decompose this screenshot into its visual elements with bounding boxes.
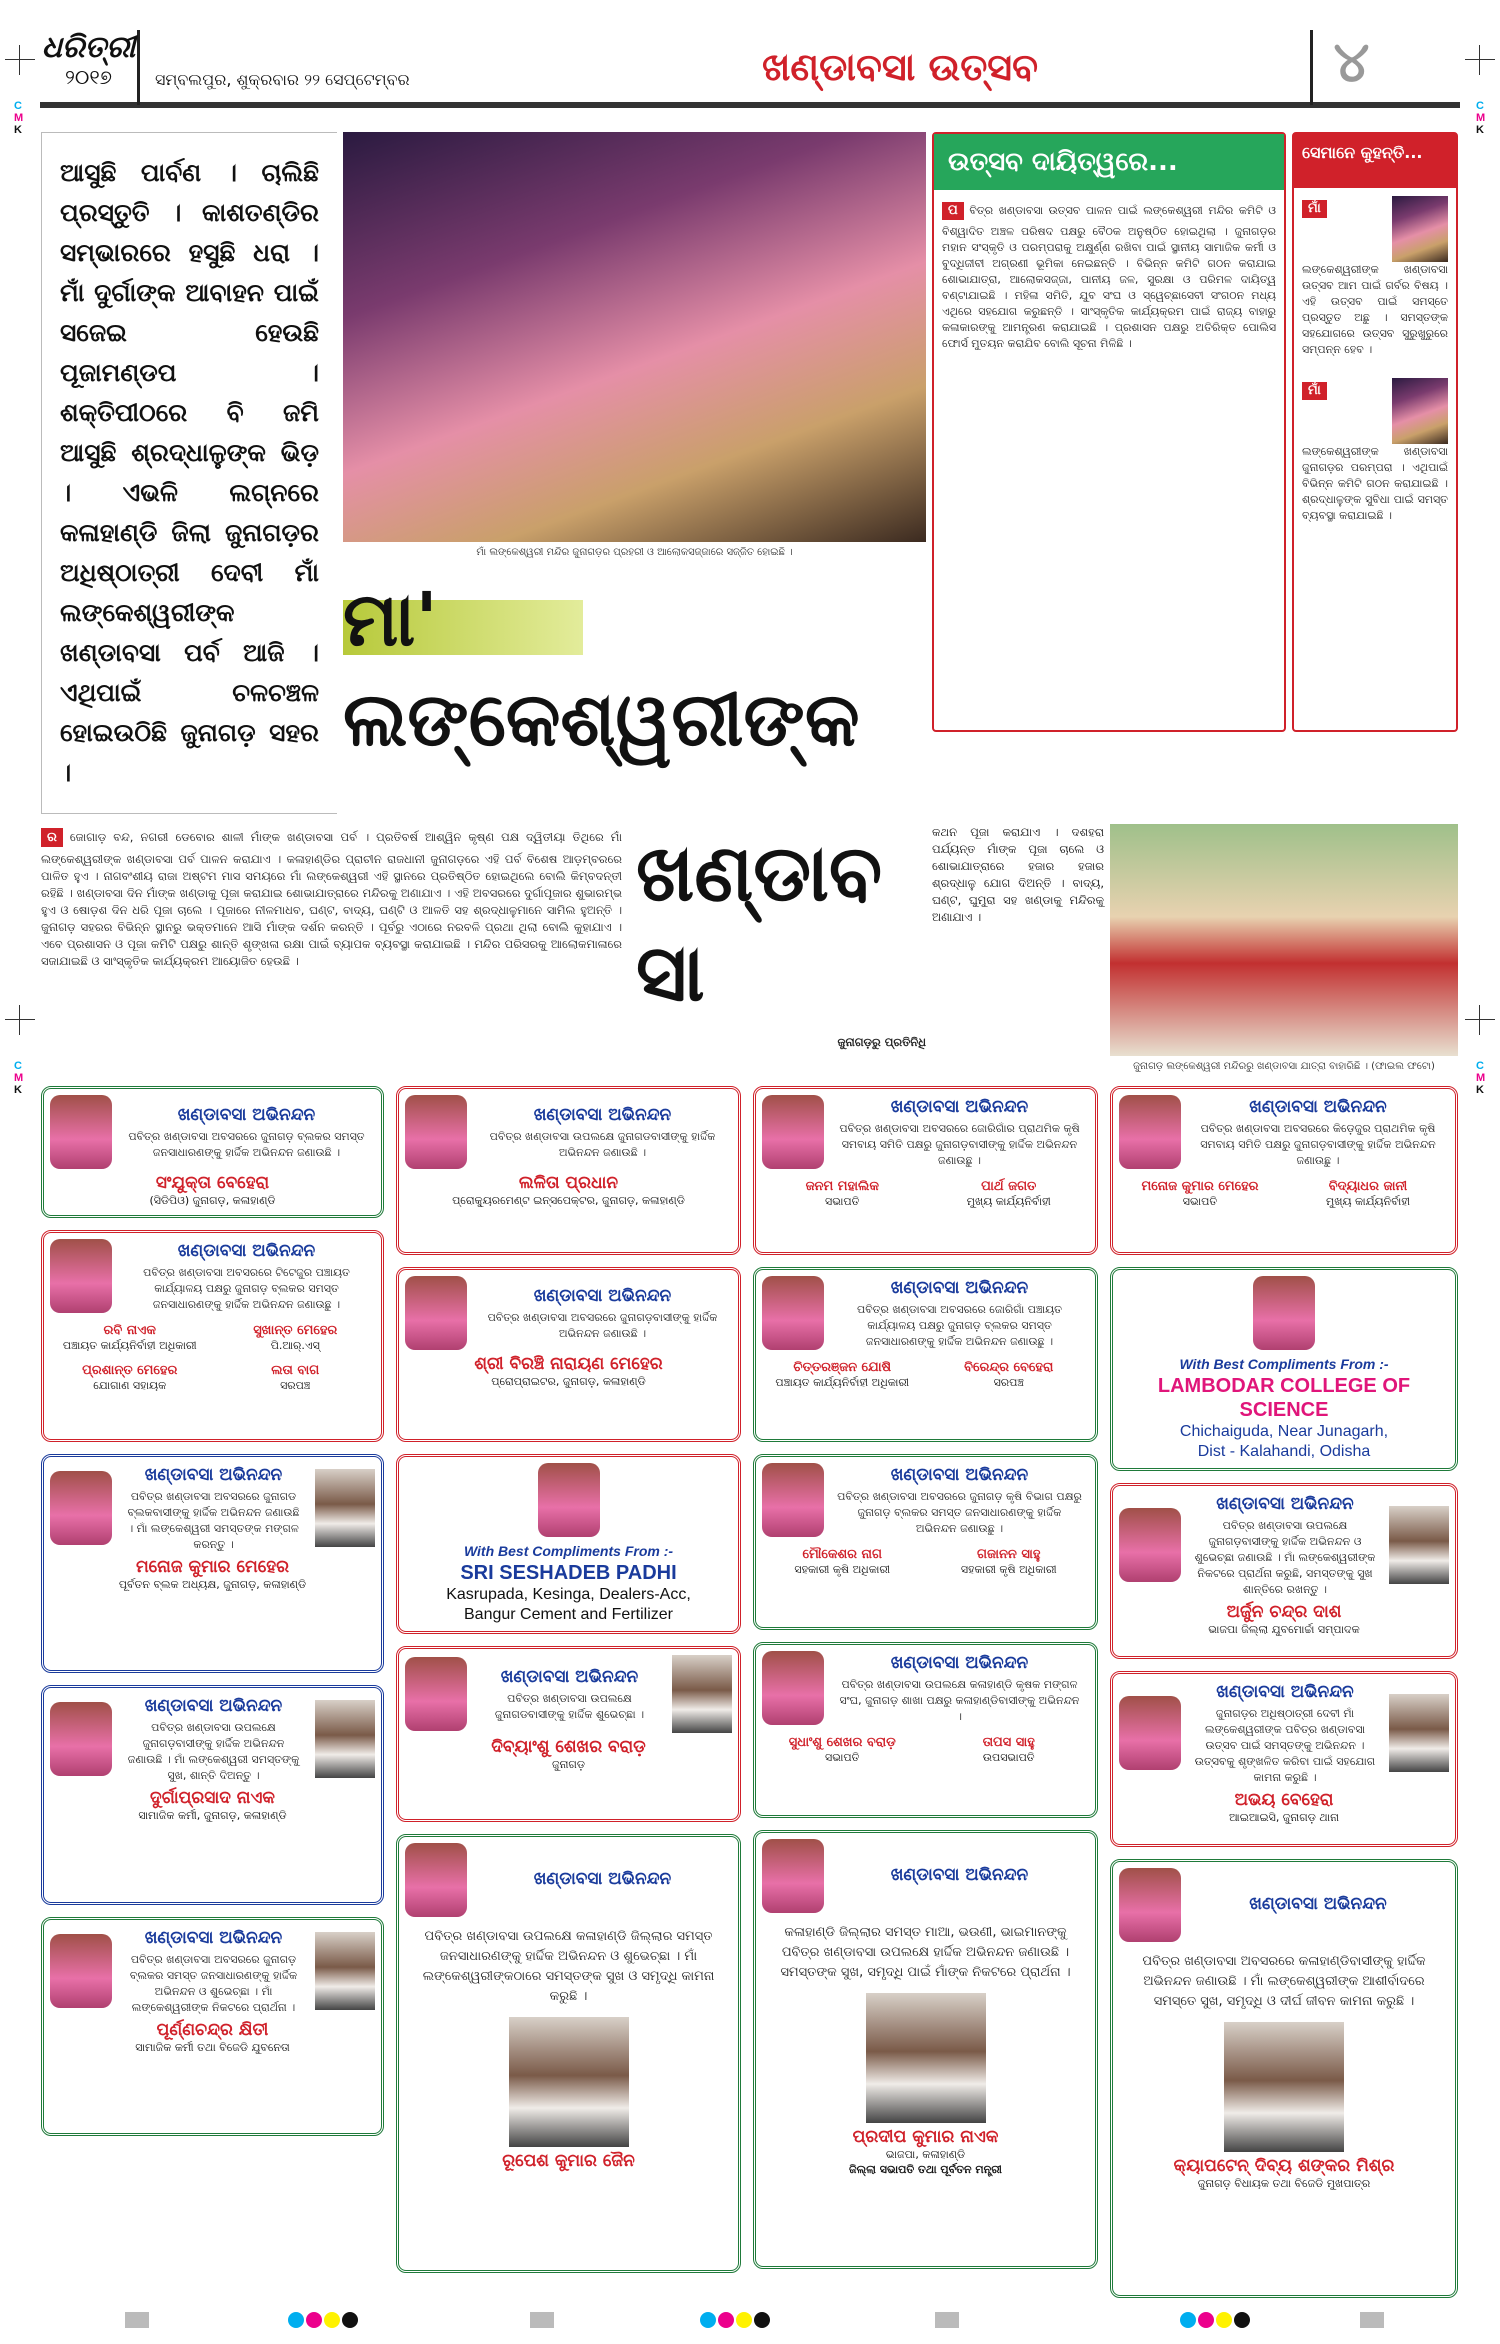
deity-thumbnail <box>50 1239 112 1313</box>
person-photo <box>866 1993 986 2123</box>
festival-duty-text: ବିତ୍ର ଖଣ୍ଡାବସା ଉତ୍ସବ ପାଳନ ପାଇଁ ଲଙ୍କେଶ୍ୱରୀ ମନ୍ଦିର କମିଟି ଓ ବିଶ୍ୱାଦିତ ଅଞ୍ଚଳ ପରିଷଦ ପକ୍ଷରୁ ବୈଠକ ଅନୁଷ୍ଠିତ ହୋଇଥିଲା । ଜୁନାଗଡ଼ର ମହାନ ସଂସ୍କୃତି ଓ ପରମ୍ପରାକୁ ଅକ୍ଷୁର୍ଣ୍ଣ ରଖିବା ପାଇଁ ସ୍ଥାନୀୟ ସାମାଜିକ କର୍ମୀ ଓ ବୁଦ୍ଧିଜୀବୀ ଅଗ୍ରଣୀ ଭୂମିକା ନେଇଛନ୍ତି । ବିଭିନ୍ନ କମିଟି ଗଠନ କରାଯାଇ ଶୋଭାଯାତ୍ରା, ଆଲୋକସଜ୍ଜା, ପାନୀୟ ଜଳ, ସୁରକ୍ଷା ଓ ପରିମଳ ଦାୟିତ୍ୱ ବଣ୍ଟାଯାଇଛି । ମହିଳା ସମିତି, ଯୁବ ସଂଘ ଓ ସ୍ୱେଚ୍ଛାସେବୀ ସଂଗଠନ ମଧ୍ୟ ଏଥିରେ ସହଯୋଗ କରୁଛନ୍ତି । ସାଂସ୍କୃତିକ କାର୍ଯ୍ୟକ୍ରମ ପାଇଁ ରାଜ୍ୟ ବାହାରୁ କଳାକାରଙ୍କୁ ଆମନ୍ତ୍ରଣ କରାଯାଇଛି । ପ୍ରଶାସନ ପକ୍ଷରୁ ଅତିରିକ୍ତ ପୋଲିସ ଫୋର୍ସ ମୁତୟନ କରାଯିବ ବୋଲି ସୂଚନା ମିଳିଛି । <box>942 204 1277 350</box>
greeting-ad <box>1110 1267 1458 1471</box>
ad-heading: ଖଣ୍ଡାବସା ଅଭିନନ୍ଦନ <box>1249 1097 1387 1117</box>
deity-thumbnail <box>405 1095 467 1169</box>
greeting-ad <box>396 1454 741 1634</box>
person-photo <box>315 1700 375 1778</box>
page-number: ୪ <box>1310 30 1390 105</box>
ad-heading: ଖଣ୍ଡାବସା ଅଭିନନ୍ଦନ <box>144 1696 283 1716</box>
deity-thumbnail <box>50 1934 112 2008</box>
ad-heading: ଖଣ୍ଡାବସା ଅଭିନନ୍ଦନ <box>533 1105 672 1125</box>
person-name: ଚିତ୍ତରଞ୍ଜନ ଯୋଷି <box>793 1360 892 1375</box>
person-designation: ସରପଞ୍ଚ <box>993 1376 1024 1389</box>
person-name: ପ୍ରଦୀପ କୁମାର ନାଏକ <box>852 2127 999 2147</box>
festival-duty-header: ଉତ୍ସବ ଦାୟିତ୍ୱରେ... <box>934 134 1284 190</box>
deity-thumbnail <box>538 1463 600 1537</box>
person-name: ମୌକେଶର ନାଗ <box>802 1547 882 1562</box>
gray-patch <box>1360 2312 1384 2328</box>
black-dot <box>1234 2312 1250 2328</box>
ad-text: ପବିତ୍ର ଖଣ୍ଡାବସା ଉପଲକ୍ଷେ ଜୁନାଗଡବାସୀଙ୍କୁ ହାର୍ଦ୍ଦିକ ଅଭିନନ୍ଦନ ଜଣାଉଛି । <box>489 1130 716 1159</box>
deity-thumbnail <box>50 1471 112 1545</box>
person-designation: (ସିଡିପିଓ) ଜୁନାଗଡ଼, କଳାହାଣ୍ଡି <box>149 1194 276 1207</box>
greeting-ad <box>396 1086 741 1255</box>
paper-name: ଧରିତ୍ରୀ <box>41 30 136 65</box>
person-name: ମନୋଜ କୁମାର ମେହେର <box>1141 1179 1259 1194</box>
dropcap: ପ <box>942 202 964 220</box>
intro-text: ଆସୁଛି ପାର୍ବଣ । ଚାଲିଛି ପ୍ରସ୍ତୁତି । କାଶତଣ୍ଡିର ସମ୍ଭାରରେ ହସୁଛି ଧରା । ମାଁ ଦୁର୍ଗାଙ୍କ ଆବାହନ ପାଇଁ ସଜେଇ ହେଉଛି ପୂଜାମଣ୍ଡପ । ଶକ୍ତିପୀଠରେ ବି ଜମି ଆସୁଛି ଶ୍ରଦ୍ଧାଳୁଙ୍କ ଭିଡ଼ । ଏଭଳି ଲଗ୍ନରେ କଳାହାଣ୍ଡି ଜିଲା ଜୁନାଗଡ଼ର ଅଧିଷ୍ଠାତ୍ରୀ ଦେବୀ ମାଁ ଲଙ୍କେଶ୍ୱରୀଙ୍କ ଖଣ୍ଡାବସା ପର୍ବ ଆଜି ।ଏଥିପାଇଁ ଚଳଚଞ୍ଚଳ ହୋଇଉଠିଛି ଜୁନାଗଡ଼ ସହର । <box>41 132 337 814</box>
ad-text: କଳାହାଣ୍ଡି ଜିଲ୍ଲାର ସମସ୍ତ ମାଆ, ଭଉଣୀ, ଭାଇମାନଙ୍କୁ ପବିତ୍ର ଖଣ୍ଡାବସା ଉପଲକ୍ଷେ ହାର୍ଦ୍ଦିକ ଅଭିନନ୍ଦନ ଜଣାଉଛି । ସମସ୍ତଙ୍କ ସୁଖ, ସମୃଦ୍ଧି ପାଇଁ ମାଁଙ୍କ ନିକଟରେ ପ୍ରାର୍ଥନା । <box>780 1925 1071 1980</box>
person-designation: ମୁଖ୍ୟ କାର୍ଯ୍ୟନିର୍ବାହୀ <box>1325 1195 1411 1208</box>
ad-column <box>753 1086 1098 2269</box>
greeting-ad <box>1110 1086 1458 1255</box>
advertiser-name: LAMBODAR COLLEGE OF SCIENCE <box>1157 1375 1411 1421</box>
person-designation: ସାମାଜିକ କର୍ମୀ ତଥା ବିଜେଡି ଯୁବନେତା <box>135 2041 290 2054</box>
yellow-dot <box>1216 2312 1232 2328</box>
greeting-ad <box>41 1454 384 1673</box>
registration-mark <box>5 45 35 75</box>
person-name: କ୍ୟାପଟେନ୍ ଦିବ୍ୟ ଶଙ୍କର ମିଶ୍ର <box>1173 2156 1395 2176</box>
person-designation: ଜିଲ୍ଲା ସଭାପତି ତଥା ପୂର୍ବତନ ମନ୍ତ୍ରୀ <box>849 2163 1002 2176</box>
deity-thumbnail <box>1119 1868 1181 1942</box>
deity-thumbnail <box>1119 1508 1181 1582</box>
page-title: ଖଣ୍ଡାବସା ଉତ୍ସବ <box>761 45 1038 89</box>
ad-text: ପବିତ୍ର ଖଣ୍ଡାବସା ଅବସରରେ କଳାହାଣ୍ଡିବାସୀଙ୍କୁ ହାର୍ଦ୍ଦିକ ଅଭିନନ୍ଦନ ଜଣାଉଛି । ମାଁ ଲଙ୍କେଶ୍ୱରୀଙ୍କ ଆଶୀର୍ବାଦରେ ସମସ୍ତେ ସୁଖ, ସମୃଦ୍ଧି ଓ ଦୀର୍ଘ ଜୀବନ କାମନା କରୁଛି । <box>1142 1954 1426 2009</box>
yellow-dot <box>736 2312 752 2328</box>
advertiser-address: Chichaiguda, Near Junagarh, <box>1179 1423 1389 1440</box>
dateline: ସମ୍ବଲପୁର, ଶୁକ୍ରବାର ୨୨ ସେପ୍ଟେମ୍ବର <box>155 70 410 89</box>
greeting-ad <box>396 1646 741 1822</box>
person-designation: ଜୁନାଗଡ଼ ବିଧାୟକ ତଥା ବିଜେଡି ମୁଖପାତ୍ର <box>1197 2177 1371 2190</box>
greeting-ad <box>1110 1671 1458 1847</box>
greeting-ad <box>41 1230 384 1442</box>
person-name: ରବି ନାଏକ <box>103 1323 156 1338</box>
person-name: ପାର୍ଥ ଜଗତ <box>981 1179 1037 1194</box>
byline: ଜୁନାଗଡ଼ରୁ ପ୍ରତିନିଧି <box>837 1035 926 1049</box>
headline-line1: ମା' ଲଙ୍କେଶ୍ୱରୀଙ୍କ <box>343 577 860 763</box>
person-name: ଜନମ ମହାଲିକ <box>805 1179 879 1194</box>
advertiser-address: Bangur Cement and Fertilizer <box>464 1606 673 1623</box>
ad-heading: ଖଣ୍ଡାବସା ଅଭିନନ୍ଦନ <box>533 1869 672 1889</box>
procession-photo-caption: ଜୁନାଗଡ଼ ଲଙ୍କେଶ୍ୱରୀ ମନ୍ଦିରରୁ ଖଣ୍ଡାବସା ଯାତ୍ରା ବାହାରିଛି । (ଫାଇଲ ଫଟୋ) <box>1133 1061 1435 1072</box>
ad-heading: ଖଣ୍ଡାବସା ଅଭିନନ୍ଦନ <box>1216 1682 1354 1702</box>
procession-photo <box>1110 824 1458 1056</box>
ad-text: ପବିତ୍ର ଖଣ୍ଡାବସା ଉପଲକ୍ଷେ ଜୁନାଗଡ଼ବାସୀଙ୍କୁ ହାର୍ଦ୍ଦିକ ଅଭିନନ୍ଦନ ଓ ଶୁଭେଚ୍ଛା ଜଣାଉଛି । ମାଁ ଲଙ୍କେଶ୍ୱରୀଙ୍କ ନିକଟରେ ପ୍ରାର୍ଥନା କରୁଛି, ସମସ୍ତଙ୍କୁ ସୁଖ ଶାନ୍ତିରେ ରଖନ୍ତୁ । <box>1194 1519 1376 1596</box>
magenta-dot <box>306 2312 322 2328</box>
greeting-ad <box>41 1086 384 1218</box>
ad-heading: ଖଣ୍ଡାବସା ଅଭିନନ୍ଦନ <box>890 1465 1029 1485</box>
greeting-ad <box>753 1086 1098 1255</box>
color-bar: C M K <box>14 100 24 136</box>
advertiser-address: Dist - Kalahandi, Odisha <box>1197 1443 1371 1460</box>
person-name: ଅଭୟ ବେହେରା <box>1234 1790 1334 1810</box>
quote-text: ଲଙ୍କେଶ୍ୱରୀଙ୍କ ଖଣ୍ଡାବସା ଜୁନାଗଡ଼ର ପରମ୍ପରା । ଏଥିପାଇଁ ବିଭିନ୍ନ କମିଟି ଗଠନ କରାଯାଇଛି । ଶ୍ରଦ୍ଧାଳୁଙ୍କ ସୁବିଧା ପାଇଁ ସମସ୍ତ ବ୍ୟବସ୍ଥା କରାଯାଇଛି । <box>1302 445 1448 522</box>
magenta-dot <box>1198 2312 1214 2328</box>
person-designation: ପଞ୍ଚାୟତ କାର୍ଯ୍ୟନିର୍ବାହୀ ଅଧିକାରୀ <box>775 1376 910 1389</box>
deity-thumbnail <box>1119 1696 1181 1770</box>
person-designation: ପ୍ରୋପ୍ରାଇଟର, ଜୁନାଗଡ଼, କଳାହାଣ୍ଡି <box>491 1375 646 1388</box>
person-name: ବିଦ୍ୟାଧର ଜାନୀ <box>1328 1179 1408 1194</box>
top-section <box>41 132 1458 1074</box>
ad-text: ପବିତ୍ର ଖଣ୍ଡାବସା ଉପଲକ୍ଷେ ଜୁନାଗଡ଼ବାସୀଙ୍କୁ ହାର୍ଦ୍ଦିକ ଅଭିନନ୍ଦନ ଜଣାଉଛି । ମାଁ ଲଙ୍କେଶ୍ୱରୀ ସମସ୍ତଙ୍କୁ ସୁଖ, ଶାନ୍ତି ଦିଅନ୍ତୁ । <box>127 1721 300 1782</box>
quotes-box <box>1292 132 1458 732</box>
person-name: ସଂଯୁକ୍ତା ବେହେରା <box>155 1173 270 1193</box>
person-designation: ପି.ଆର୍.ଏସ୍ <box>270 1339 320 1352</box>
ad-text: ପବିତ୍ର ଖଣ୍ଡାବସା ଅବସରରେ ଜୋରିଗାଁ ପଞ୍ଚାୟତ କାର୍ଯ୍ୟାଳୟ ପକ୍ଷରୁ ଜୁନାଗଡ଼ ବ୍ଲକର ସମସ୍ତ ଜନସାଧାରଣଙ୍କୁ ହାର୍ଦ୍ଦିକ ଅଭିନନ୍ଦନ ଜଣାଉଛୁ । <box>856 1303 1063 1348</box>
deity-thumbnail <box>405 1657 467 1731</box>
person-designation: ପ୍ରୋକ୍ୟୁରମେଣ୍ଟ ଇନ୍ସପେକ୍ଟର, ଜୁନାଗଡ଼, କଳାହାଣ୍ଡି <box>452 1194 685 1207</box>
ad-text: ପବିତ୍ର ଖଣ୍ଡାବସା ଅବସରରେ ଜୁନାଗଡ଼ ବ୍ଲକର ସମସ୍ତ ଜନସାଧାରଣଙ୍କୁ ହାର୍ଦ୍ଦିକ ଅଭିନନ୍ଦନ ଓ ଶୁଭେଚ୍ଛା । ମାଁ ଲଙ୍କେଶ୍ୱରୀଙ୍କ ନିକଟରେ ପ୍ରାର୍ଥନା । <box>129 1953 298 2014</box>
deity-thumbnail <box>50 1095 112 1169</box>
registration-mark <box>5 1005 35 1035</box>
compliments-line: With Best Compliments From :- <box>463 1543 674 1559</box>
person-photo <box>315 1932 375 2010</box>
festival-duty-box <box>932 132 1286 732</box>
person-designation: ସଭାପତି <box>825 1195 860 1208</box>
person-designation: ଆଇଆଇସି, ଜୁନାଗଡ଼ ଥାନା <box>1229 1811 1339 1824</box>
person-photo <box>509 2017 629 2147</box>
ad-text: ପବିତ୍ର ଖଣ୍ଡାବସା ଅବସରରେ କିଡ଼େଜୁର ପ୍ରାଥମିକ କୃଷି ସମବାୟ ସମିତି ପକ୍ଷରୁ ଜୁନାଗଡ଼ବାସୀଙ୍କୁ ହାର୍ଦ୍ଦିକ ଅଭିନନ୍ଦନ ଜଣାଉଛୁ । <box>1200 1122 1436 1167</box>
ad-heading: ଖଣ୍ଡାବସା ଅଭିନନ୍ଦନ <box>177 1105 316 1125</box>
ad-text: ପବିତ୍ର ଖଣ୍ଡାବସା ଅବସରରେ ଜୁନାଗଡ଼ କୃଷି ବିଭାଗ ପକ୍ଷରୁ ଜୁନାଗଡ଼ ବ୍ଲକର ସମସ୍ତ ଜନସାଧାରଣଙ୍କୁ ହାର୍ଦ୍ଦିକ ଅଭିନନ୍ଦନ ଜଣାଉଛୁ । <box>837 1490 1082 1535</box>
person-name: ମନୋଜ କୁମାର ମେହେର <box>135 1557 290 1577</box>
greeting-ad <box>753 1267 1098 1442</box>
person-designation: ସାମାଜିକ କର୍ମୀ, ଜୁନାଗଡ଼, କଳାହାଣ୍ଡି <box>138 1809 287 1822</box>
temple-photo <box>343 132 926 542</box>
person-designation: ସଭାପତି <box>825 1751 860 1764</box>
deity-thumbnail <box>762 1839 824 1913</box>
person-name: ଶ୍ରୀ ବିରଞ୍ଚି ନାରାୟଣ ମେହେର <box>474 1354 663 1374</box>
ad-column <box>1110 1086 1458 2298</box>
cyan-dot <box>700 2312 716 2328</box>
person-designation: ଯୋଗାଣ ସହାୟକ <box>93 1379 167 1392</box>
compliments-line: With Best Compliments From :- <box>1179 1356 1389 1372</box>
person-name: ପ୍ରଶାନ୍ତ ମେହେର <box>82 1363 178 1378</box>
person-designation: ପଞ୍ଚାୟତ କାର୍ଯ୍ୟନିର୍ବାହୀ ଅଧିକାରୀ <box>62 1339 197 1352</box>
dropcap: ର <box>41 828 63 847</box>
quote-tag: ମାଁ <box>1302 200 1327 218</box>
quotes-header: ସେମାନେ କୁହନ୍ତି... <box>1294 134 1456 188</box>
lead-story <box>343 132 926 770</box>
ad-text: ପବିତ୍ର ଖଣ୍ଡାବସା ଅବସରରେ ଜୁନାଗଡ ବ୍ଲକବାସୀଙ୍କୁ ହାର୍ଦ୍ଦିକ ଅଭିନନ୍ଦନ ଜଣାଉଛି । ମାଁ ଲଙ୍କେଶ୍ୱରୀ ସମସ୍ତଙ୍କ ମଙ୍ଗଳ କରନ୍ତୁ । <box>127 1490 300 1551</box>
greeting-ad <box>41 1685 384 1905</box>
advertiser-address: Kasrupada, Kesinga, Dealers-Acc, <box>446 1586 691 1603</box>
ad-text: ପବିତ୍ର ଖଣ୍ଡାବସା ଉପଲକ୍ଷେ କଳାହାଣ୍ଡି କୃଷକ ମଙ୍ଗଳ ସଂଘ, ଜୁନାଗଡ଼ ଶାଖା ପକ୍ଷରୁ କଳାହାଣ୍ଡିବାସୀଙ୍କୁ ଅଭିନନ୍ଦନ । <box>839 1678 1080 1723</box>
ad-text: ପବିତ୍ର ଖଣ୍ଡାବସା ଉପଲକ୍ଷେ ଜୁନାଗଡବାସୀଙ୍କୁ ହାର୍ଦ୍ଦିକ ଶୁଭେଚ୍ଛା । <box>494 1692 645 1721</box>
ad-text: ଜୁନାଗଡ଼ର ଅଧିଷ୍ଠାତ୍ରୀ ଦେବୀ ମାଁ ଲଙ୍କେଶ୍ୱରୀଙ୍କ ପବିତ୍ର ଖଣ୍ଡାବସା ଉତ୍ସବ ପାଇଁ ସମସ୍ତଙ୍କୁ ଅଭିନନ୍ଦନ । ଉତ୍ସବକୁ ଶୃଙ୍ଖଳିତ କରିବା ପାଇଁ ସହଯୋଗ କାମନା କରୁଛି । <box>1194 1707 1376 1784</box>
temple-photo-caption: ମାଁ ଲଙ୍କେଶ୍ୱରୀ ମନ୍ଦିର ଜୁନାଗଡ଼ର ପ୍ରହରୀ ଓ ଆଲୋକସଜ୍ଜାରେ ସଜ୍ଜିତ ହୋଇଛି । <box>476 547 793 558</box>
person-name: ରୂପେଶ କୁମାର ଜୈନ <box>502 2151 635 2171</box>
deity-thumbnail <box>405 1843 467 1917</box>
yellow-dot <box>324 2312 340 2328</box>
quote-text: ଲଙ୍କେଶ୍ୱରୀଙ୍କ ଖଣ୍ଡାବସା ଉତ୍ସବ ଆମ ପାଇଁ ଗର୍ବର ବିଷୟ । ଏହି ଉତ୍ସବ ପାଇଁ ସମସ୍ତେ ପ୍ରସ୍ତୁତ ଅଛୁ । ସମସ୍ତଙ୍କ ସହଯୋଗରେ ଉତ୍ସବ ସୁରୁଖୁରୁରେ ସମ୍ପନ୍ନ ହେବ । <box>1302 263 1448 356</box>
ad-heading: ଖଣ୍ଡାବସା ଅଭିନନ୍ଦନ <box>177 1241 316 1261</box>
person-designation: ପୂର୍ବତନ ବ୍ଲକ ଅଧ୍ୟକ୍ଷ, ଜୁନାଗଡ଼, କଳାହାଣ୍ଡି <box>118 1578 307 1591</box>
ad-heading: ଖଣ୍ଡାବସା ଅଭିନନ୍ଦନ <box>1249 1894 1387 1914</box>
ad-column <box>41 1086 384 2136</box>
footer-marks <box>41 2312 1458 2334</box>
person-photo <box>1392 196 1448 262</box>
page-content <box>41 0 1458 2334</box>
deity-thumbnail <box>762 1276 824 1350</box>
gray-patch <box>530 2312 554 2328</box>
deity-thumbnail <box>762 1095 824 1169</box>
deity-thumbnail <box>762 1463 824 1537</box>
quote-tag: ମାଁ <box>1302 382 1327 400</box>
ad-heading: ଖଣ୍ଡାବସା ଅଭିନନ୍ଦନ <box>533 1286 672 1306</box>
headline <box>343 570 926 770</box>
person-photo <box>1389 1506 1449 1584</box>
person-name: ତାପସ ସାହୁ <box>982 1735 1035 1750</box>
registration-mark <box>1465 45 1495 75</box>
person-name: ଲତା ବାଗ <box>271 1363 320 1378</box>
greeting-ad <box>753 1830 1098 2269</box>
person-name: ଅର୍ଜୁନ ଚନ୍ଦ୍ର ଦାଶ <box>1226 1602 1342 1622</box>
person-designation: ଭାଜପା, କଳାହାଣ୍ଡି <box>885 2148 966 2161</box>
side-text: କଥନ ପୂଜା କରାଯାଏ । ଦଶହରା ପର୍ଯ୍ୟନ୍ତ ମାଁଙ୍କ ପୂଜା ଚାଲେ ଓ ଶୋଭାଯାତ୍ରାରେ ହଜାର ହଜାର ଶ୍ରଦ୍ଧାଳୁ ଯୋଗ ଦିଅନ୍ତି । ବାଦ୍ୟ, ଘଣ୍ଟ, ଘୁମୁରା ସହ ଖଣ୍ଡାକୁ ମନ୍ଦିରକୁ ଅଣାଯାଏ । <box>932 825 1104 924</box>
person-name: ଲଳିତା ପ୍ରଧାନ <box>518 1173 619 1193</box>
person-designation: ଭାଜପା ଜିଲ୍ଲା ଯୁବମୋର୍ଚ୍ଚା ସମ୍ପାଦକ <box>1208 1623 1360 1636</box>
ad-heading: ଖଣ୍ଡାବସା ଅଭିନନ୍ଦନ <box>144 1928 283 1948</box>
person-photo <box>1389 1694 1449 1772</box>
person-designation: ଜୁନାଗଡ଼ <box>551 1758 586 1771</box>
person-photo <box>315 1469 375 1547</box>
greeting-ad <box>753 1454 1098 1630</box>
ad-text: ପବିତ୍ର ଖଣ୍ଡାବସା ଅବସରରେ ଜୁନାଗଡ଼ବାସୀଙ୍କୁ ହାର୍ଦ୍ଦିକ ଅଭିନନ୍ଦନ ଜଣାଉଛି । <box>487 1311 718 1340</box>
person-name: ଦୁର୍ଗାପ୍ରସାଦ ନାଏକ <box>150 1788 275 1808</box>
person-name: ଦିବ୍ୟାଂଶୁ ଶେଖର ବରାଡ଼ <box>491 1737 646 1757</box>
ad-heading: ଖଣ୍ଡାବସା ଅଭିନନ୍ଦନ <box>890 1278 1029 1298</box>
person-designation: ମୁଖ୍ୟ କାର୍ଯ୍ୟନିର୍ବାହୀ <box>966 1195 1051 1208</box>
person-photo <box>1224 2022 1344 2152</box>
deity-thumbnail <box>1119 1095 1181 1169</box>
person-name: ସୁଧାଂଶୁ ଶେଖର ବରାଡ଼ <box>788 1735 896 1750</box>
ad-column <box>396 1086 741 2273</box>
person-designation: ସହକାରୀ କୃଷି ଅଧିକାରୀ <box>794 1563 891 1576</box>
gray-patch <box>125 2312 149 2328</box>
ad-heading: ଖଣ୍ଡାବସା ଅଭିନନ୍ଦନ <box>890 1653 1029 1673</box>
person-designation: ଉପସଭାପତି <box>982 1751 1035 1764</box>
article-text: ଜୋଗାଡ଼ ବନ୍ଦ, ନଗରୀ ଡେବୋର ଶାଳୀ ମାଁଙ୍କ ଖଣ୍ଡାବସା ପର୍ବ । ପ୍ରତିବର୍ଷ ଆଶ୍ୱିନ କୃଷ୍ଣ ପକ୍ଷ ଦ୍ୱିତୀୟା ତିଥିରେ ମାଁ ଲଙ୍କେଶ୍ୱରୀଙ୍କ ଖଣ୍ଡାବସା ପର୍ବ ପାଳନ କରାଯାଏ । କଳାହାଣ୍ଡିର ପ୍ରାଚୀନ ରାଜଧାନୀ ଜୁନାଗଡ଼ରେ ଏହି ପର୍ବ ବିଶେଷ ଆଡ଼ମ୍ବରରେ ପାଳିତ ହୁଏ । ନାଗବଂଶୀୟ ରାଜା ଅଷ୍ଟମ ମାସ ସମୟରେ ମାଁ ଲଙ୍କେଶ୍ୱରୀ ଏହି ସ୍ଥାନରେ ପ୍ରତିଷ୍ଠିତ ହୋଇଥିଲେ ବୋଲି କିମ୍ବଦନ୍ତୀ ରହିଛି । ଖଣ୍ଡାବସା ଦିନ ମାଁଙ୍କ ଖଣ୍ଡାକୁ ପୂଜା କରାଯାଇ ଶୋଭାଯାତ୍ରାରେ ମନ୍ଦିରକୁ ଅଣାଯାଏ । ଏହି ଅବସରରେ ଦୁର୍ଗାପୂଜାର ଶୁଭାରମ୍ଭ ହୁଏ ଓ ଷୋଡ଼ଶ ଦିନ ଧରି ପୂଜା ଚାଲେ । ପୂଜାରେ ନୀଳମାଧବ, ଘଣ୍ଟ, ବାଦ୍ୟ, ଘଣ୍ଟି ଓ ଆଳତି ସହ ଶ୍ରଦ୍ଧାଳୁମାନେ ସାମିଲ ହୁଅନ୍ତି । ଜୁନାଗଡ଼ ସହରର ବିଭିନ୍ନ ସ୍ଥାନରୁ ଭକ୍ତମାନେ ଆସି ମାଁଙ୍କ ଦର୍ଶନ କରନ୍ତି । ପୂର୍ବରୁ ଏଠାରେ ନରବଳି ପ୍ରଥା ଥିଲା ବୋଲି କୁହାଯାଏ । ଏବେ ପ୍ରଶାସନ ଓ ପୂଜା କମିଟି ପକ୍ଷରୁ ଶାନ୍ତି ଶୃଙ୍ଖଳା ରକ୍ଷା ପାଇଁ ବ୍ୟାପକ ବ୍ୟବସ୍ଥା କରାଯାଇଛି । ମନ୍ଦିର ପରିସରକୁ ଆଲୋକମାଳାରେ ସଜାଯାଇଛି ଓ ସାଂସ୍କୃତିକ କାର୍ଯ୍ୟକ୍ରମ ଆୟୋଜିତ ହେଉଛି । <box>41 830 622 968</box>
person-photo <box>1392 378 1448 444</box>
greeting-ad <box>396 1267 741 1442</box>
black-dot <box>754 2312 770 2328</box>
person-photo <box>672 1655 732 1733</box>
greeting-ad <box>1110 1859 1458 2298</box>
ad-text: ପବିତ୍ର ଖଣ୍ଡାବସା ଉପଲକ୍ଷେ କଳାହାଣ୍ଡି ଜିଲ୍ଲାର ସମସ୍ତ ଜନସାଧାରଣଙ୍କୁ ହାର୍ଦ୍ଦିକ ଅଭିନନ୍ଦନ ଓ ଶୁଭେଚ୍ଛା । ମାଁ ଲଙ୍କେଶ୍ୱରୀଙ୍କଠାରେ ସମସ୍ତଙ୍କ ସୁଖ ଓ ସମୃଦ୍ଧି କାମନା କରୁଛି । <box>422 1929 715 2004</box>
side-story <box>932 824 1458 1074</box>
person-name: ଗଜାନନ ସାହୁ <box>977 1547 1041 1562</box>
greeting-ad <box>396 1834 741 2273</box>
paper-year: ୨୦୧୭ <box>64 65 113 89</box>
color-bar: C M K <box>14 1060 24 1096</box>
ad-heading: ଖଣ୍ଡାବସା ଅଭିନନ୍ଦନ <box>500 1667 639 1687</box>
person-designation: ସଭାପତି <box>1182 1195 1218 1208</box>
greeting-ad <box>41 1917 384 2136</box>
ad-text: ପବିତ୍ର ଖଣ୍ଡାବସା ଅବସରରେ ଜୁନାଗଡ଼ ବ୍ଲକର ସମସ୍ତ ଜନସାଧାରଣଙ୍କୁ ହାର୍ଦ୍ଦିକ ଅଭିନନ୍ଦନ ଜଣାଉଛି । <box>128 1130 365 1159</box>
ad-text: ପବିତ୍ର ଖଣ୍ଡାବସା ଅବସରରେ ଜୋରିଗାଁର ପ୍ରାଥମିକ କୃଷି ସମବାୟ ସମିତି ପକ୍ଷରୁ ଜୁନାଗଡ଼ବାସୀଙ୍କୁ ହାର୍ଦ୍ଦିକ ଅଭିନନ୍ଦନ ଜଣାଉଛୁ । <box>839 1122 1080 1167</box>
article-body <box>41 824 926 1051</box>
greeting-ad <box>753 1642 1098 1818</box>
magenta-dot <box>718 2312 734 2328</box>
gray-patch <box>935 2312 959 2328</box>
cyan-dot <box>288 2312 304 2328</box>
ad-heading: ଖଣ୍ଡାବସା ଅଭିନନ୍ଦନ <box>890 1865 1029 1885</box>
registration-mark <box>1465 1005 1495 1035</box>
deity-thumbnail <box>405 1276 467 1350</box>
ad-heading: ଖଣ୍ଡାବସା ଅଭିନନ୍ଦନ <box>144 1465 283 1485</box>
person-name: ସୁଖାନ୍ତ ମେହେର <box>253 1323 338 1338</box>
person-designation: ସହକାରୀ କୃଷି ଅଧିକାରୀ <box>960 1563 1057 1576</box>
ad-text: ପବିତ୍ର ଖଣ୍ଡାବସା ଅବସରରେ ଟିଟେଜୁର ପଞ୍ଚାୟତ କାର୍ଯ୍ୟାଳୟ ପକ୍ଷରୁ ଜୁନାଗଡ଼ ବ୍ଲକର ସମସ୍ତ ଜନସାଧାରଣଙ୍କୁ ହାର୍ଦ୍ଦିକ ଅଭିନନ୍ଦନ ଜଣାଉଛୁ । <box>143 1266 350 1311</box>
greeting-ad <box>1110 1483 1458 1659</box>
black-dot <box>342 2312 358 2328</box>
color-bar: C M K <box>1476 100 1486 136</box>
deity-thumbnail <box>1253 1276 1315 1350</box>
cyan-dot <box>1180 2312 1196 2328</box>
advertiser-name: SRI SESHADEB PADHI <box>460 1562 677 1584</box>
headline-line2: ଖଣ୍ଡାବସା <box>636 829 883 1019</box>
greeting-ads <box>41 1086 1458 2298</box>
person-name: ବିରେନ୍ଦ୍ର ବେହେରା <box>964 1360 1054 1375</box>
ad-heading: ଖଣ୍ଡାବସା ଅଭିନନ୍ଦନ <box>890 1097 1029 1117</box>
person-designation: ସରପଞ୍ଚ <box>280 1379 311 1392</box>
person-name: ପୂର୍ଣ୍ଣଚନ୍ଦ୍ର କ୍ଷିତୀ <box>156 2020 269 2040</box>
ad-heading: ଖଣ୍ଡାବସା ଅଭିନନ୍ଦନ <box>1216 1494 1354 1514</box>
deity-thumbnail <box>762 1651 824 1725</box>
color-bar: C M K <box>1476 1060 1486 1096</box>
deity-thumbnail <box>50 1702 112 1776</box>
